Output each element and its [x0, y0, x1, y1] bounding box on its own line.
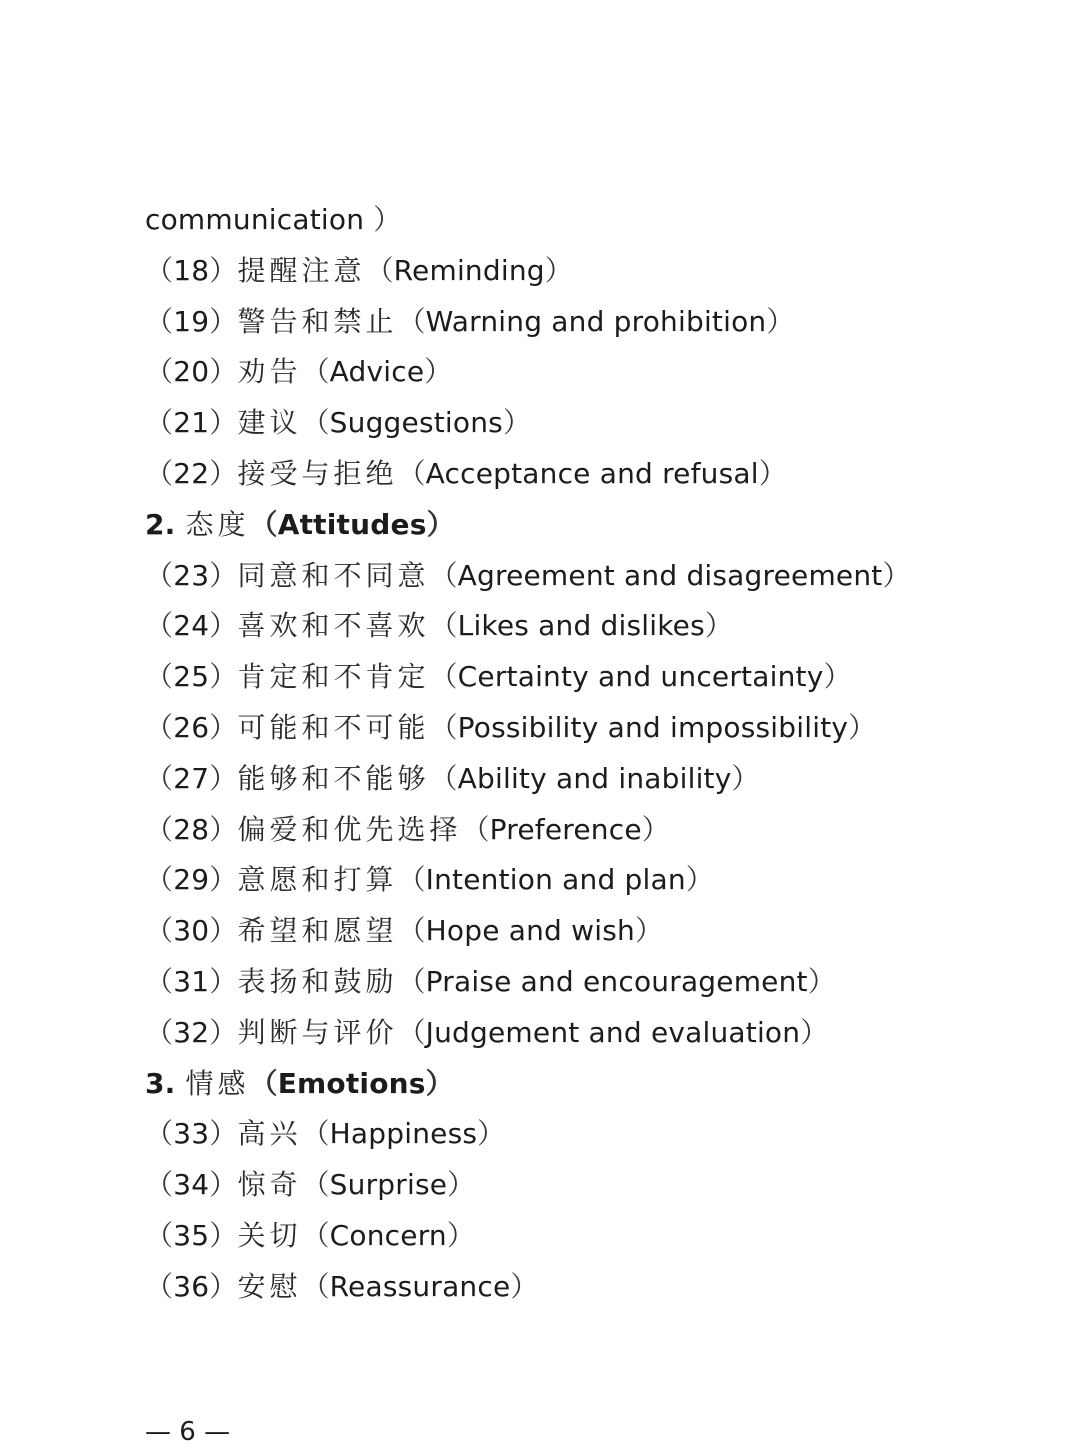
- item-chinese: 建议: [237, 406, 302, 440]
- page-number: — 6 —: [145, 1417, 231, 1447]
- item-number: 24: [173, 609, 210, 643]
- close-paren: ）: [209, 761, 238, 795]
- item-english: Advice: [329, 355, 425, 389]
- list-item: [145, 1262, 1045, 1313]
- item-number: 33: [173, 1117, 210, 1151]
- close-paren: ）: [209, 660, 238, 694]
- close-paren: ）: [425, 1066, 454, 1100]
- open-paren: （: [145, 964, 174, 998]
- item-number: 29: [173, 863, 210, 897]
- item-english: Suggestions: [329, 406, 503, 440]
- close-paren: ）: [446, 1218, 476, 1252]
- open-paren: （: [429, 609, 458, 643]
- open-paren: （: [397, 456, 426, 490]
- item-chinese: 表扬和鼓励: [237, 964, 398, 998]
- open-paren: （: [145, 863, 174, 897]
- item-number: 22: [173, 456, 210, 490]
- item-chinese: 高兴: [237, 1117, 302, 1151]
- list-item: [145, 601, 1045, 652]
- item-english: Likes and dislikes: [457, 609, 705, 643]
- open-paren: （: [249, 1066, 278, 1100]
- item-number: 31: [173, 964, 210, 998]
- item-english: Acceptance and refusal: [425, 456, 759, 490]
- close-paren: ）: [823, 660, 852, 694]
- item-number: 21: [173, 406, 210, 440]
- item-english: Intention and plan: [425, 863, 686, 897]
- list-item: [145, 703, 1045, 754]
- item-english: Happiness: [329, 1117, 478, 1151]
- section-chinese: 情感: [185, 1066, 250, 1100]
- item-english: Concern: [329, 1218, 447, 1252]
- close-paren: ）: [364, 203, 402, 236]
- close-paren: ）: [704, 609, 734, 643]
- open-paren: （: [397, 964, 426, 998]
- open-paren: （: [429, 558, 458, 592]
- item-chinese: 提醒注意: [237, 253, 366, 287]
- item-english: Agreement and disagreement: [457, 558, 883, 592]
- list-item: [145, 449, 1045, 500]
- open-paren: （: [145, 1168, 174, 1202]
- close-paren: ）: [634, 914, 664, 948]
- open-paren: （: [145, 1269, 174, 1303]
- item-chinese: 意愿和打算: [237, 863, 398, 897]
- close-paren: ）: [209, 812, 238, 846]
- open-paren: （: [301, 1117, 330, 1151]
- item-number: 30: [173, 914, 210, 948]
- open-paren: （: [145, 355, 174, 389]
- list-item: [145, 957, 1045, 1008]
- close-paren: ）: [209, 863, 238, 897]
- open-paren: （: [301, 1269, 330, 1303]
- list-item: [145, 1211, 1045, 1262]
- item-number: 28: [173, 812, 210, 846]
- item-english: Possibility and impossibility: [457, 710, 849, 744]
- item-number: 27: [173, 761, 210, 795]
- close-paren: ）: [209, 355, 238, 389]
- close-paren: ）: [477, 1117, 506, 1151]
- item-chinese: 肯定和不肯定: [237, 660, 430, 694]
- close-paren: ）: [209, 609, 238, 643]
- item-chinese: 喜欢和不喜欢: [237, 609, 430, 643]
- item-number: 34: [173, 1168, 210, 1202]
- open-paren: （: [397, 863, 426, 897]
- section-english: Attitudes: [277, 507, 427, 541]
- section-number: 2.: [145, 507, 176, 541]
- item-english: Surprise: [329, 1168, 448, 1202]
- open-paren: （: [145, 1218, 174, 1252]
- close-paren: ）: [510, 1269, 539, 1303]
- close-paren: ）: [209, 456, 238, 490]
- open-paren: （: [145, 914, 174, 948]
- item-chinese: 安慰: [237, 1269, 302, 1303]
- close-paren: ）: [758, 456, 787, 490]
- list-item: [145, 855, 1045, 906]
- item-chinese: 可能和不可能: [237, 710, 430, 744]
- close-paren: ）: [209, 914, 238, 948]
- close-paren: ）: [882, 558, 911, 592]
- open-paren: （: [397, 914, 426, 948]
- close-paren: ）: [502, 406, 532, 440]
- open-paren: （: [145, 660, 174, 694]
- open-paren: （: [145, 558, 174, 592]
- list-item: [145, 1008, 1045, 1059]
- close-paren: ）: [766, 304, 795, 338]
- list-item: [145, 652, 1045, 703]
- open-paren: （: [145, 1117, 174, 1151]
- list-item: [145, 1109, 1045, 1160]
- open-paren: （: [301, 1168, 330, 1202]
- item-chinese: 警告和禁止: [237, 304, 398, 338]
- open-paren: （: [301, 355, 330, 389]
- open-paren: （: [429, 710, 458, 744]
- close-paren: ）: [848, 710, 877, 744]
- close-paren: ）: [426, 507, 455, 541]
- open-paren: （: [145, 710, 174, 744]
- item-english: Reassurance: [329, 1269, 511, 1303]
- section-heading: [145, 500, 1045, 551]
- item-number: 26: [173, 710, 210, 744]
- close-paren: ）: [209, 1117, 238, 1151]
- close-paren: ）: [800, 1015, 829, 1049]
- item-english: Ability and inability: [457, 761, 732, 795]
- item-english: Praise and encouragement: [425, 964, 808, 998]
- open-paren: （: [429, 761, 458, 795]
- close-paren: ）: [641, 812, 670, 846]
- close-paren: ）: [447, 1168, 476, 1202]
- list-item: [145, 551, 1045, 602]
- close-paren: ）: [209, 558, 238, 592]
- item-chinese: 偏爱和优先选择: [237, 812, 462, 846]
- item-chinese: 希望和愿望: [237, 914, 398, 948]
- item-chinese: 能够和不能够: [237, 761, 430, 795]
- close-paren: ）: [209, 1218, 238, 1252]
- list-item: [145, 906, 1045, 957]
- function-list: [145, 195, 1045, 1313]
- close-paren: ）: [685, 863, 714, 897]
- open-paren: （: [365, 253, 394, 287]
- item-number: 19: [173, 304, 210, 338]
- open-paren: （: [145, 1015, 174, 1049]
- item-english: Judgement and evaluation: [425, 1015, 801, 1049]
- close-paren: ）: [209, 1015, 238, 1049]
- open-paren: （: [301, 406, 330, 440]
- open-paren: （: [145, 609, 174, 643]
- spacer: [176, 1067, 186, 1100]
- list-item: [145, 246, 1045, 297]
- item-english: Hope and wish: [425, 914, 635, 948]
- list-item: [145, 805, 1045, 856]
- list-item: [145, 1160, 1045, 1211]
- list-item: [145, 398, 1045, 449]
- open-paren: （: [145, 812, 174, 846]
- item-number: 23: [173, 558, 210, 592]
- section-english: Emotions: [277, 1066, 426, 1100]
- close-paren: ）: [544, 253, 573, 287]
- continuation-line: [145, 195, 1045, 246]
- item-chinese: 同意和不同意: [237, 558, 430, 592]
- item-english: Warning and prohibition: [425, 304, 767, 338]
- item-english: Reminding: [393, 253, 545, 287]
- close-paren: ）: [209, 964, 238, 998]
- section-chinese: 态度: [185, 507, 250, 541]
- item-number: 18: [173, 253, 210, 287]
- item-english: Preference: [489, 812, 642, 846]
- open-paren: （: [301, 1218, 330, 1252]
- open-paren: （: [145, 304, 174, 338]
- item-number: 20: [173, 355, 210, 389]
- section-heading: [145, 1059, 1045, 1110]
- item-chinese: 关切: [237, 1218, 302, 1252]
- item-chinese: 接受与拒绝: [237, 456, 398, 490]
- list-item: [145, 297, 1045, 348]
- item-chinese: 劝告: [237, 355, 302, 389]
- close-paren: ）: [209, 406, 238, 440]
- open-paren: （: [145, 761, 174, 795]
- open-paren: （: [397, 1015, 426, 1049]
- item-number: 25: [173, 660, 210, 694]
- item-number: 32: [173, 1015, 210, 1049]
- open-paren: （: [249, 507, 278, 541]
- section-number: 3.: [145, 1066, 176, 1100]
- close-paren: ）: [209, 1168, 238, 1202]
- item-english: Certainty and uncertainty: [457, 660, 824, 694]
- list-item: [145, 347, 1045, 398]
- list-item: [145, 754, 1045, 805]
- close-paren: ）: [209, 1269, 238, 1303]
- open-paren: （: [145, 406, 174, 440]
- close-paren: ）: [731, 761, 760, 795]
- close-paren: ）: [209, 710, 238, 744]
- open-paren: （: [397, 304, 426, 338]
- spacer: [176, 508, 186, 541]
- close-paren: ）: [209, 253, 238, 287]
- item-number: 35: [173, 1218, 210, 1252]
- open-paren: （: [461, 812, 490, 846]
- item-chinese: 判断与评价: [237, 1015, 398, 1049]
- open-paren: （: [145, 253, 174, 287]
- close-paren: ）: [807, 964, 836, 998]
- item-number: 36: [173, 1269, 210, 1303]
- open-paren: （: [429, 660, 458, 694]
- close-paren: ）: [209, 304, 238, 338]
- item-chinese: 惊奇: [237, 1168, 302, 1202]
- close-paren: ）: [424, 355, 453, 389]
- open-paren: （: [145, 456, 174, 490]
- item-english: communication: [145, 203, 365, 236]
